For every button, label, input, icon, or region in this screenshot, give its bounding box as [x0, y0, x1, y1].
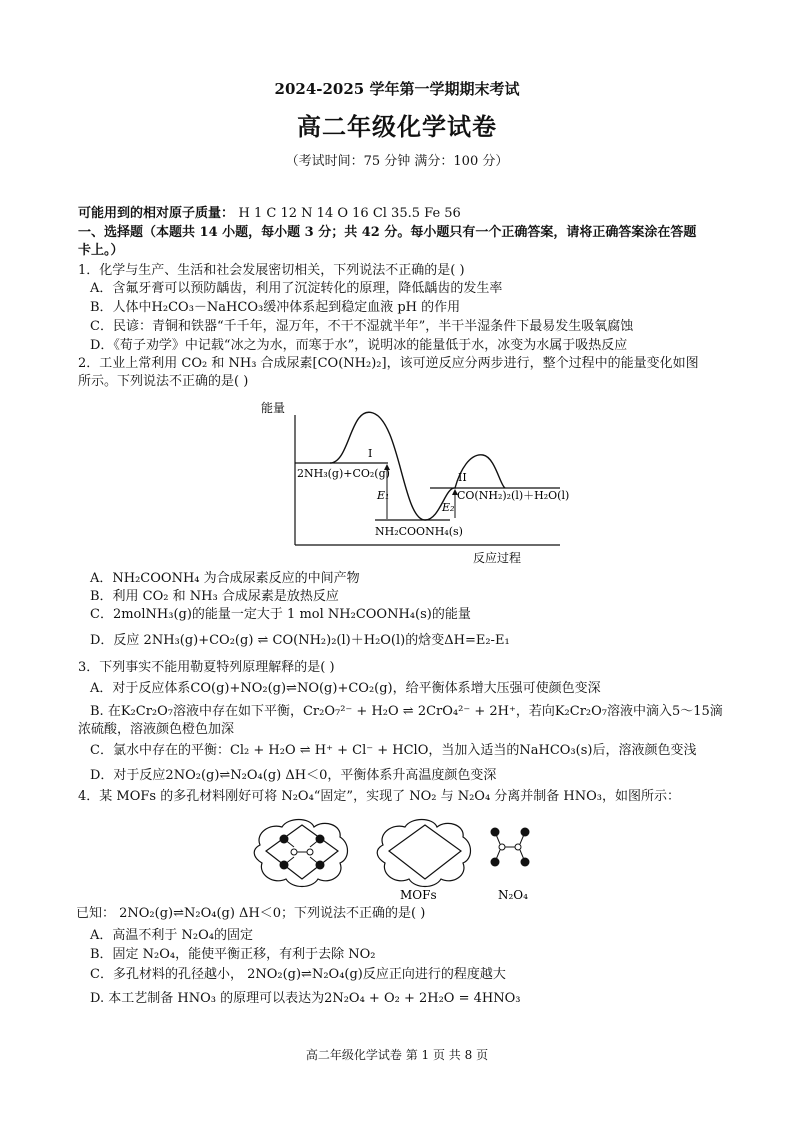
n2o4-label: N₂O₄	[498, 888, 528, 900]
step-ii-label: II	[458, 471, 467, 484]
product-label: CO(NH₂)₂(l)＋H₂O(l)	[457, 489, 570, 502]
section1-heading: 一、选择题（本题共 14 小题，每小题 3 分；共 42 分。每小题只有一个正确答案，请将正确答案涂在答题	[78, 225, 697, 240]
reactant-label: 2NH₃(g)+CO₂(g)	[297, 467, 390, 480]
energy-diagram	[255, 395, 575, 570]
q4-option-c: C．多孔材料的孔径越小， 2NO₂(g)⇌N₂O₄(g)反应正向进行的程度越大	[90, 967, 506, 982]
atomic-masses-label: 可能用到的相对原子质量：	[78, 206, 235, 221]
q4-known: 已知： 2NO₂(g)⇌N₂O₄(g) ΔH＜0；下列说法不正确的是( )	[76, 906, 426, 921]
q4-option-b: B．固定 N₂O₄，能使平衡正移，有利于去除 NO₂	[90, 947, 376, 962]
q4-stem: 4．某 MOFs 的多孔材料刚好可将 N₂O₄“固定”，实现了 NO₂ 与 N₂O₄ 分离并制备 HNO₃，如图所示：	[78, 789, 681, 804]
q4-option-d: D. 本工艺制备 HNO₃ 的原理可以表达为2N₂O₄ + O₂ + 2H₂O = 4HNO₃	[90, 991, 521, 1006]
q2-stem-cont: 所示。下列说法不正确的是( )	[78, 374, 249, 389]
q3-option-b-cont: 浓硫酸，溶液颜色橙色加深	[78, 722, 235, 737]
q2-option-b: B．利用 CO₂ 和 NH₃ 合成尿素是放热反应	[90, 589, 339, 604]
q2-option-c: C．2molNH₃(g)的能量一定大于 1 mol NH₂COONH₄(s)的能量	[90, 607, 471, 622]
q2-stem: 2．工业上常利用 CO₂ 和 NH₃ 合成尿素[CO(NH₂)₂]，该可逆反应分两步进行，整个过程中的能量变化如图	[78, 356, 699, 371]
section1-heading-cont: 卡上。）	[78, 243, 124, 258]
q3-option-c: C．氯水中存在的平衡：Cl₂ + H₂O ⇌ H⁺ + Cl⁻ + HClO，当加入适当的NaHCO₃(s)后，溶液颜色变浅	[90, 743, 697, 758]
atomic-masses-values: H 1 C 12 N 14 O 16 Cl 35.5 Fe 56	[238, 206, 461, 221]
q2-option-d: D．反应 2NH₃(g)+CO₂(g) ⇌ CO(NH₂)₂(l)＋H₂O(l)的焓变ΔH=E₂-E₁	[90, 633, 510, 648]
x-axis-label: 反应过程	[473, 551, 522, 565]
q3-option-d: D．对于反应2NO₂(g)⇌N₂O₄(g) ΔH＜0，平衡体系升高温度颜色变深	[90, 768, 497, 783]
e1-label: E₁	[377, 489, 390, 502]
atomic-masses-line	[78, 205, 461, 223]
n2o4-molecule-image	[491, 828, 530, 867]
mofs-figure	[250, 815, 550, 900]
q4-option-a: A．高温不利于 N₂O₄的固定	[90, 928, 253, 943]
q1-option-b: B．人体中H₂CO₃－NaHCO₃缓冲体系起到稳定血液 pH 的作用	[90, 300, 461, 315]
mofs-label: MOFs	[400, 888, 437, 900]
exam-title: 高二年级化学试卷	[297, 112, 497, 141]
exam-year-line: 2024-2025 学年第一学期期末考试	[274, 80, 520, 98]
exam-info: （考试时间：75 分钟 满分：100 分）	[285, 154, 509, 169]
mofs-with-n2o4-image	[254, 820, 347, 887]
page-footer: 高二年级化学试卷 第 1 页 共 8 页	[305, 1048, 489, 1062]
e2-label: E₂	[442, 501, 455, 514]
q3-option-b: B. 在K₂Cr₂O₇溶液中存在如下平衡，Cr₂O₇²⁻ + H₂O ⇌ 2CrO₄²⁻ + 2H⁺，若向K₂Cr₂O₇溶液中滴入5～15滴	[90, 704, 723, 719]
q1-option-c: C．民谚：青铜和铁器“千千年，湿万年，不干不湿就半年”，半干半湿条件下最易发生吸氧腐蚀	[90, 319, 634, 334]
q3-stem: 3．下列事实不能用勒夏特列原理解释的是( )	[78, 660, 335, 675]
intermediate-label: NH₂COONH₄(s)	[375, 525, 463, 538]
q1-option-a: A．含氟牙膏可以预防龋齿，利用了沉淀转化的原理，降低龋齿的发生率	[90, 281, 503, 296]
step-i-label: I	[368, 447, 373, 460]
q2-option-a: A．NH₂COONH₄ 为合成尿素反应的中间产物	[90, 571, 360, 586]
mofs-empty-image	[377, 820, 470, 887]
q3-option-a: A．对于反应体系CO(g)+NO₂(g)⇌NO(g)+CO₂(g)，给平衡体系增大压强可使颜色变深	[90, 681, 601, 696]
q1-stem: 1．化学与生产、生活和社会发展密切相关，下列说法不正确的是( )	[78, 263, 465, 278]
y-axis-label: 能量	[261, 401, 286, 415]
q1-option-d: D．《荀子劝学》中记载“冰之为水，而寒于水”，说明冰的能量低于水，冰变为水属于吸热反应	[90, 338, 628, 353]
